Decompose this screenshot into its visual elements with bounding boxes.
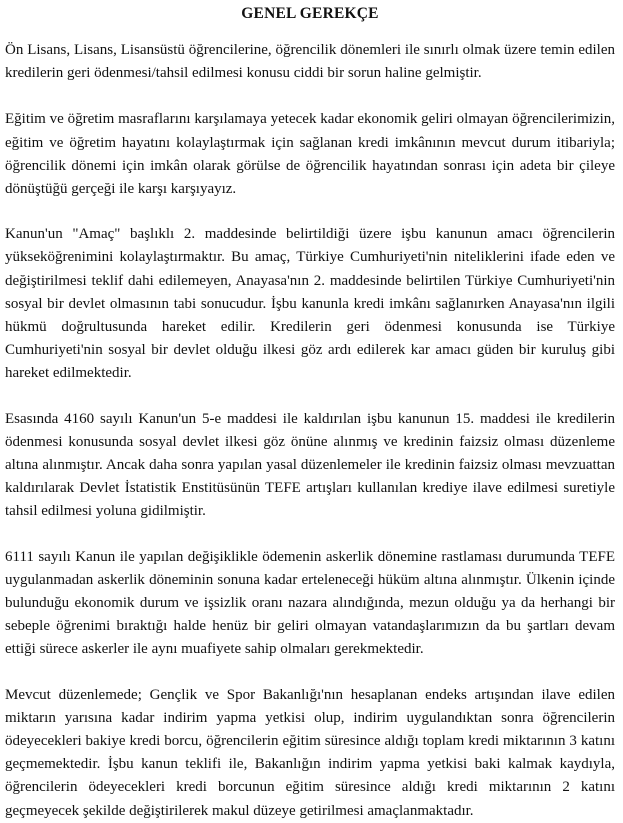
paragraph-law-purpose: Kanun'un "Amaç" başlıklı 2. maddesinde belirtildiği üzere işbu kanunun amacı öğrencilerin yükseköğrenimini kolaylaştırmaktır. Bu amaç, Türkiye Cumhuriyeti'nin niteliklerini ifade eden ve değiştirilmesi teklif dahi edilemeyen, Anayasa'nın 2. maddesinde belirtilen Türkiye Cumhuriyeti'nin sosyal bir devlet olmasının tabi sonucudur. İşbu kanunla kredi imkânı sağlanırken Anayasa'nın ilgili hükmü doğrultusunda hareket edilir. Kredilerin geri ödenmesi konusunda ise Türkiye Cumhuriyeti'nin sosyal bir devlet olduğu ilkesi göz ardı edilerek kar amacı güden bir kuruluş gibi hareket edilmektedir. bbox=[5, 226, 615, 382]
paragraph-intro: Ön Lisans, Lisans, Lisansüstü öğrencilerine, öğrencilik dönemleri ile sınırlı olmak üzere temin edilen kredilerin geri ödenmesi/tahsil edilmesi konusu ciddi bir sorun haline gelmiştir. bbox=[5, 42, 615, 82]
paragraph-interest-history: Esasında 4160 sayılı Kanun'un 5-e maddesi ile kaldırılan işbu kanunun 15. maddesi ile kredilerin ödenmesi konusunda sosyal devlet ilkesi göz önüne alınmış ve kredinin faizsiz olması düzenleme altına alınmıştır. Ancak daha sonra yapılan yasal düzenlemeler ile kredinin faizsiz olması mevzuattan kaldırılarak Devlet İstatistik Enstitüsünün TEFE artışları kullanılan krediye ilave edilmesi suretiyle tahsil edilmesi yoluna gidilmiştir. bbox=[5, 410, 615, 520]
paragraph-military-deferral: 6111 sayılı Kanun ile yapılan değişiklikle ödemenin askerlik dönemine rastlaması durumunda TEFE uygulanmadan askerlik döneminin sonuna kadar erteleneceği hüküm altına alınmıştır. Ülkenin içinde bulunduğu ekonomik durum ve işsizlik oranı nazara alındığında, mezun olduğu ya da herhangi bir sebeple öğrenimi bıraktığı halde henüz bir geliri olmayan vatandaşlarımızın da bu şartları devam ettiği sürece askerler ile aynı muafiyete sahip olmaları gerekmektedir. bbox=[5, 548, 615, 658]
paragraph-economic-need: Eğitim ve öğretim masraflarını karşılamaya yetecek kadar ekonomik geliri olmayan öğrencilerimizin, eğitim ve öğretim hayatını kolaylaştırmak için sağlanan kredi imkânının mevcut durum itibariyla; öğrencilik dönemi için imkân olarak görülse de öğrencilik hayatından sonrası için adeta bir çileye dönüştüğü gerçeği ile karşı karşıyayız. bbox=[5, 111, 615, 198]
document-page bbox=[5, 0, 615, 823]
paragraph-current-regulation: Mevcut düzenlemede; Gençlik ve Spor Bakanlığı'nın hesaplanan endeks artışından ilave edilen miktarın yarısına kadar indirim yapma yetkisi olup, indirim uygulandıktan sonra öğrencilerin ödeyecekleri bakiye kredi borcu, öğrencilerin eğitim süresince aldığı toplam kredi miktarının 3 katını geçmemektedir. İşbu kanun teklifi ile, Bakanlığın indirim yapma yetkisi baki kalmak kaydıyla, öğrencilerin ödeyecekleri kredi borcunun eğitim süresince aldığı kredi miktarının 2 katını geçmeyecek şekilde değiştirilerek makul düzeye getirilmesi amaçlanmaktadır. bbox=[5, 686, 615, 819]
document-title: GENEL GEREKÇE bbox=[241, 5, 379, 22]
